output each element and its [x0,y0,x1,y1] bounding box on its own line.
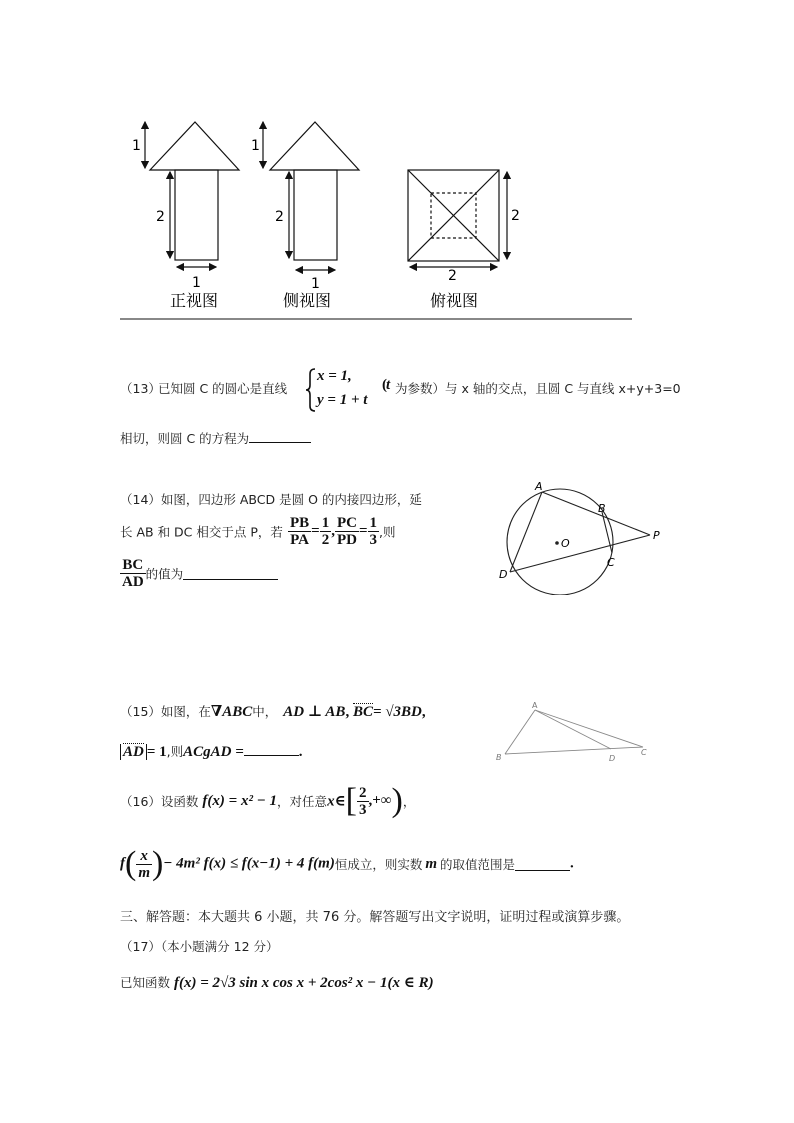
side-view [263,122,359,270]
q14-frac-third: $\frac{1}{3}$ [369,515,378,548]
q14-label-a: A [535,480,543,493]
q13-number: （13） [120,381,161,396]
q16-func: f(x) = x² − 1 [202,792,278,809]
q13-answer-blank[interactable] [249,430,311,443]
question-13 [120,366,680,416]
q15-triangle-figure [495,700,655,765]
top-view-label: 俯视图 [430,291,479,310]
q14-label-c: C [607,556,615,569]
q16-line2: f( $\frac{x}{m}$ )− 4m² f(x) ≤ f(x−1) + 4 f(m)恒成立，则实数 m 的取值范围是 . [120,845,574,882]
q16-ineq-frac: $\frac{x}{m}$ [138,847,150,881]
q15-answer-blank[interactable] [244,743,299,756]
q16-text-c: 恒成立，则实数 [334,857,423,872]
q13-eq1: x = 1, [317,368,352,384]
q15-cond2-rhs: = √3BD [372,704,422,720]
q15-vec-bc: BC [352,704,373,720]
front-view-label: 正视图 [170,291,219,310]
front-dim-2-height: 2 [156,209,165,225]
q14-line2-text: 长 AB 和 DC 相交于点 P，若 [120,524,283,540]
q14-label-o: O [561,537,570,550]
q15-label-b: B [496,753,502,762]
q14-circle-figure [485,470,685,595]
front-view [145,122,239,267]
q17-header: （17）（本小题满分 12 分） [120,939,279,954]
q13-eq2: y = 1 + t [317,392,368,408]
question-16: （16）设函数 f(x) = x² − 1，对任意x∈[ $\frac{2}{3}$ ,+∞)， [120,782,416,819]
q16-paren-r: ) [152,845,164,882]
front-dim-1-height: 1 [132,138,141,154]
q16-text-a: 设函数 [160,794,199,809]
q14-line3-text: 的值为 [145,566,184,582]
q16-text-d: 的取值范围是 [440,857,516,872]
q15-line2: AD = 1,则ACgAD = . [120,741,303,761]
q15-number: （15） [120,704,161,719]
q15-abs-ad: AD [120,744,147,760]
top-dim-2-width: 2 [448,268,457,284]
q16-number: （16） [120,794,161,809]
q15-label-d: D [609,754,616,763]
q13-line2-text: 相切，则圆 C 的方程为 [120,431,250,446]
question-14 [120,490,450,508]
q14-frac-pc-pd: $\frac{PC}{PD}$ [336,515,357,548]
q16-x-in: x∈ [327,793,346,810]
q15-abs-eq: = 1 [146,744,167,760]
q15-product: ACgAD = [183,744,244,760]
q17-func: f(x) = 2√3 sin x cos x + 2cos² x − 1(x ∈ R) [174,975,434,991]
q16-interval-frac: $\frac{2}{3}$ [359,784,367,818]
q14-frac-half: $\frac{1}{2}$ [321,515,330,548]
q14-line2: 长 AB 和 DC 相交于点 P，若 $\frac{PB}{PA}$ = $\frac{1}{2}$ , $\frac{PC}{PD}$ = $\frac{1}{3}$ ,则 [120,515,396,548]
q15-text-c: ,则 [166,744,184,759]
q14-then: ,则 [379,524,396,540]
q13-brace [305,368,317,412]
q16-paren-close: ) [391,782,403,819]
q15-text-b: 中， [252,704,278,719]
q14-label-b: B [598,502,606,515]
q16-var-m: m [425,855,438,872]
question-15: （15）如图，在∇ABC中， AD ⊥ AB, BC= √3BD, [120,704,426,720]
q16-bracket-open: [ [345,782,357,819]
q14-label-p: P [653,529,660,542]
q14-label-d: D [499,568,508,581]
q16-paren-l: ( [125,845,137,882]
q14-number: （14） [120,492,161,507]
side-dim-1-height: 1 [251,138,260,154]
section-3-heading: 三、解答题：本大题共 6 小题，共 76 分。解答题写出文字说明，证明过程或演算步骤。 [120,910,630,925]
front-dim-1-width: 1 [192,275,201,291]
q13-paren-open: ( [382,377,387,393]
q14-line3 [120,557,278,590]
q13-param-text: 为参数）与 x 轴的交点，且圆 C 与直线 x+y+3=0 [395,381,681,396]
q14-frac-pb-pa: $\frac{PB}{PA}$ [289,515,310,548]
q16-answer-blank[interactable] [515,858,570,871]
side-dim-2-height: 2 [275,209,284,225]
q15-label-c: C [641,748,647,757]
q15-text-a: 如图，在 [160,704,211,719]
q16-text-b: ，对任意 [277,794,328,809]
q14-line1 [120,490,450,508]
q17-text: 已知函数 [120,975,171,990]
q15-cond1: AD ⊥ AB [283,704,346,720]
q13-text-a: 已知圆 C 的圆心是直线 [158,381,288,396]
q16-ineq-f: f [120,855,125,872]
q14-answer-blank[interactable] [183,567,278,580]
q14-line1-text: 如图，四边形 ABCD 是圆 O 的内接四边形，延 [160,492,422,507]
top-view [408,170,507,267]
q16-interval-rest: ,+∞ [368,792,392,809]
q16-ineq-rest: − 4m² f(x) ≤ f(x−1) + 4 f(m) [163,855,335,872]
q13-param-var: t [386,377,391,393]
top-dim-2-height: 2 [511,208,520,224]
three-view-figure [115,110,645,325]
q13-line2 [120,428,311,447]
side-view-label: 侧视图 [283,291,332,310]
q14-frac-bc-ad: $\frac{BC}{AD}$ [122,557,144,590]
q15-triangle: ∇ABC [210,704,253,720]
question-17 [120,972,434,992]
side-dim-1-width: 1 [311,276,320,292]
q15-label-a: A [532,701,538,710]
